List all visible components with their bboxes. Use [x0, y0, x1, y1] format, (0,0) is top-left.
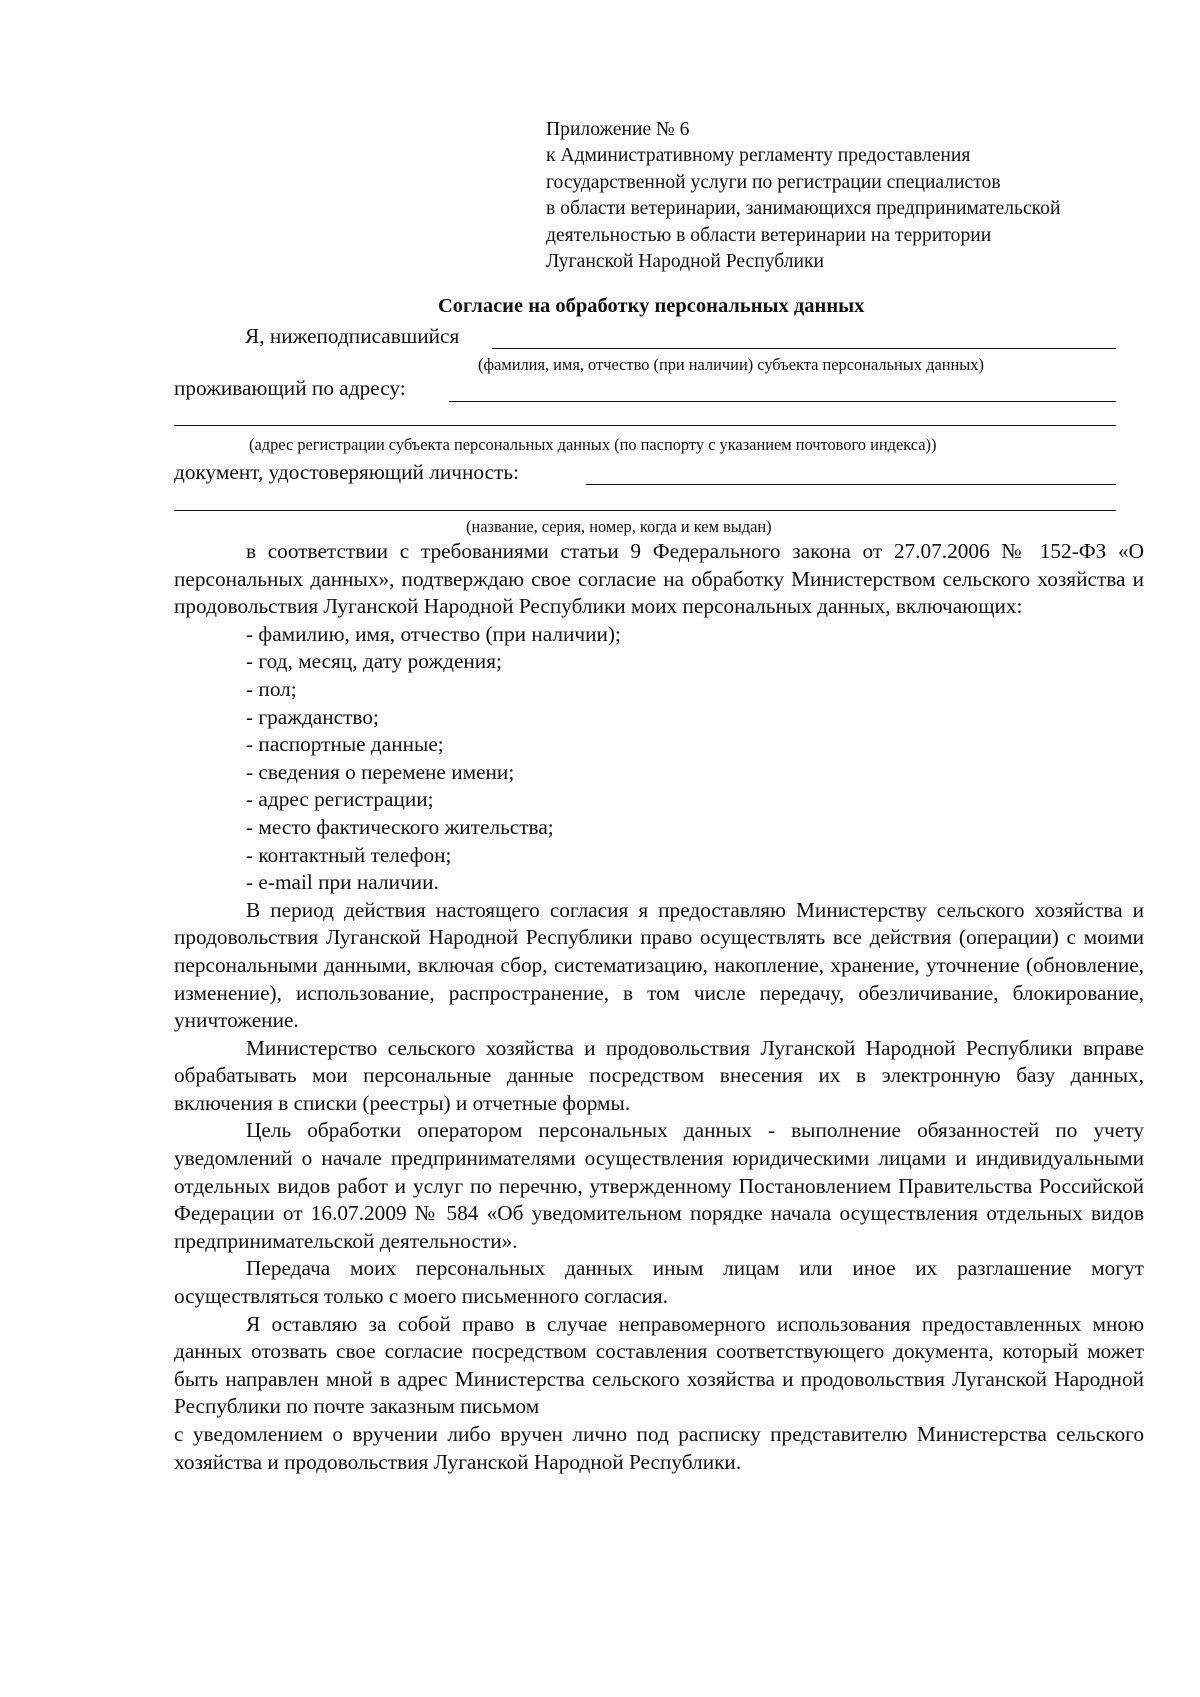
document-field-line-2[interactable] [174, 510, 1116, 511]
annex-line: деятельностью в области ветеринарии на территории [546, 224, 992, 246]
address-label: проживающий по адресу: [174, 376, 406, 400]
list-item: - e-mail при наличии. [246, 870, 439, 895]
paragraph-rights: В период действия настоящего согласия я предоставляю Министерству сельского хозяйства и продовольствия Луганской Народной Республики право осуществлять все действия (операции) с моими персональными данными, включая сбор, систематизацию, накопление, хранение, уточнение (обновление, изменение), использование, распространение, в том числе передачу, обезличивание, блокирование, уничтожение. [174, 897, 1144, 1033]
intro-paragraph: в соответствии с требованиями статьи 9 Федерального закона от 27.07.2006 № 152-ФЗ «О персональных данных», подтверждаю свое согласие на обработку Министерством сельского хозяйства и продовольствия Луганской Народной Республики моих персональных данных, включающих: [174, 539, 1144, 619]
paragraph-revocation: Я оставляю за собой право в случае неправомерного использования предоставленных мною данных отозвать свое согласие посредством составления соответствующего документа, который может быть направлен мной в адрес Министерства сельского хозяйства и продовольствия Луганской Народной Республики по почте заказным письмом [174, 1311, 1144, 1419]
paragraph-processing: Министерство сельского хозяйства и продовольствия Луганской Народной Республики вправе обрабатывать мои персональные данные посредством внесения их в электронную базу данных, включения в списки (реестры) и отчетные формы. [174, 1035, 1144, 1115]
paragraph-transfer: Передача моих персональных данных иным лицам или иное их разглашение могут осуществляться только с моего письменного согласия. [174, 1256, 1144, 1309]
list-item: - контактный телефон; [246, 842, 452, 867]
address-caption: (адрес регистрации субъекта персональных данных (по паспорту с указанием почтового индекса)) [249, 435, 937, 454]
list-item: - пол; [246, 676, 297, 701]
undersigned-name-field[interactable] [492, 348, 1116, 349]
document-label: документ, удостоверяющий личность: [174, 460, 519, 484]
undersigned-caption: (фамилия, имя, отчество (при наличии) субъекта персональных данных) [478, 355, 984, 374]
paragraph-purpose: Цель обработки оператором персональных данных - выполнение обязанностей по учету уведомлений о начале предпринимателями осуществления юридическими лицами и индивидуальными отдельных видов работ и услуг по перечню, утвержденному Постановлением Правительства Российской Федерации от 16.07.2009 № 584 «Об уведомительном порядке начала осуществления отдельных видов предпринимательской деятельности». [174, 1118, 1144, 1253]
annex-line: Приложение № 6 [546, 119, 690, 140]
undersigned-label: Я, нижеподписавшийся [245, 324, 460, 348]
document-title: Согласие на обработку персональных данных [438, 295, 865, 317]
annex-header [546, 117, 1166, 275]
document-caption: (название, серия, номер, когда и кем выдан) [466, 517, 772, 536]
list-item: - фамилию, имя, отчество (при наличии); [246, 621, 621, 646]
address-field-line-1[interactable] [449, 401, 1116, 402]
address-field-line-2[interactable] [174, 425, 1116, 426]
list-item: - гражданство; [246, 704, 379, 729]
annex-line: государственной услуги по регистрации специалистов [546, 171, 1001, 193]
paragraph-delivery: с уведомлением о вручении либо вручен лично под расписку представителю Министерства сельского хозяйства и продовольствия Луганской Народной Республики. [174, 1422, 1144, 1474]
annex-line: к Административному регламенту предоставления [546, 145, 971, 167]
list-item: - год, месяц, дату рождения; [246, 649, 502, 674]
list-item: - адрес регистрации; [246, 787, 434, 812]
list-item: - место фактического жительства; [246, 814, 554, 839]
consent-body [174, 538, 1144, 1476]
list-item: - сведения о перемене имени; [246, 759, 515, 784]
list-item: - паспортные данные; [246, 732, 444, 757]
document-field-line-1[interactable] [586, 484, 1116, 485]
annex-line: в области ветеринарии, занимающихся предпринимательской [546, 198, 1061, 220]
annex-line: Луганской Народной Республики [546, 251, 825, 273]
